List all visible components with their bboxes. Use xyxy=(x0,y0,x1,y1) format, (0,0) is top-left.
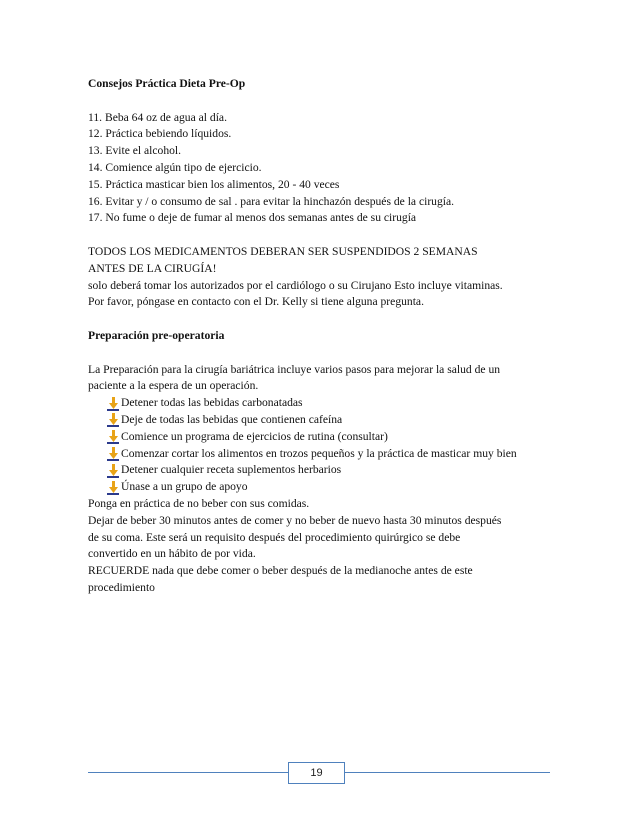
closing-line: Dejar de beber 30 minutos antes de comer y no beber de nuevo hasta 30 minutos después xyxy=(88,513,502,527)
list-item xyxy=(107,412,558,429)
arrow-bullet-icon xyxy=(107,464,119,478)
closing-line: procedimiento xyxy=(88,580,155,594)
tips-list xyxy=(88,110,558,228)
document-body xyxy=(88,76,558,597)
footer-rule-right xyxy=(344,772,550,773)
list-item-text: Detener todas las bebidas carbonatadas xyxy=(121,396,303,410)
section-title-pre-operative-prep: Preparación pre-operatoria xyxy=(88,328,225,342)
prep-steps-list xyxy=(88,395,558,496)
footer-rule-left xyxy=(88,772,288,773)
list-item-text: Detener cualquier receta suplementos herbarios xyxy=(121,463,342,477)
tip-item: 13. Evite el alcohol. xyxy=(88,144,182,158)
list-item-text: Comenzar cortar los alimentos en trozos pequeños y la práctica de masticar muy bien xyxy=(121,446,517,460)
notice-line: solo deberá tomar los autorizados por el cardiólogo o su Cirujano Esto incluye vitaminas. xyxy=(88,278,503,292)
tip-item: 15. Práctica masticar bien los alimentos, 20 - 40 veces xyxy=(88,177,340,191)
arrow-bullet-icon xyxy=(107,413,119,427)
tip-item: 14. Comience algún tipo de ejercicio. xyxy=(88,160,262,174)
spacer xyxy=(88,93,558,110)
tip-item: 12. Práctica bebiendo líquidos. xyxy=(88,127,232,141)
notice-line: Por favor, póngase en contacto con el Dr. Kelly si tiene alguna pregunta. xyxy=(88,295,424,309)
list-item xyxy=(107,479,558,496)
list-item-text: Comience un programa de ejercicios de rutina (consultar) xyxy=(121,429,388,443)
notice-line: ANTES DE LA CIRUGÍA! xyxy=(88,261,217,275)
list-item xyxy=(107,446,558,463)
closing-line: Ponga en práctica de no beber con sus comidas. xyxy=(88,496,310,510)
list-item-text: Deje de todas las bebidas que contienen cafeína xyxy=(121,412,343,426)
spacer xyxy=(88,345,558,362)
list-item xyxy=(107,395,558,412)
closing-line: convertido en un hábito de por vida. xyxy=(88,547,256,561)
spacer xyxy=(88,311,558,328)
tip-item: 17. No fume o deje de fumar al menos dos semanas antes de su cirugía xyxy=(88,211,417,225)
closing-line: de su coma. Este será un requisito después del procedimiento quirúrgico se debe xyxy=(88,530,461,544)
arrow-bullet-icon xyxy=(107,430,119,444)
list-item-text: Únase a un grupo de apoyo xyxy=(121,480,248,494)
list-item xyxy=(107,462,558,479)
prep-closing xyxy=(88,496,558,597)
spacer xyxy=(88,227,558,244)
page-number: 19 xyxy=(288,762,345,784)
closing-line: RECUERDE nada que debe comer o beber después de la medianoche antes de este xyxy=(88,564,473,578)
prep-intro xyxy=(88,362,558,396)
arrow-bullet-icon xyxy=(107,397,119,411)
intro-line: paciente a la espera de un operación. xyxy=(88,379,259,393)
arrow-bullet-icon xyxy=(107,447,119,461)
tip-item: 16. Evitar y / o consumo de sal . para evitar la hinchazón después de la cirugía. xyxy=(88,194,455,208)
arrow-bullet-icon xyxy=(107,481,119,495)
section-title-pre-op-tips: Consejos Práctica Dieta Pre-Op xyxy=(88,77,246,90)
list-item xyxy=(107,429,558,446)
tip-item: 11. Beba 64 oz de agua al día. xyxy=(88,110,227,124)
medication-notice xyxy=(88,244,558,311)
notice-line: TODOS LOS MEDICAMENTOS DEBERAN SER SUSPENDIDOS 2 SEMANAS xyxy=(88,244,478,258)
intro-line: La Preparación para la cirugía bariátrica incluye varios pasos para mejorar la salud de un xyxy=(88,362,501,376)
